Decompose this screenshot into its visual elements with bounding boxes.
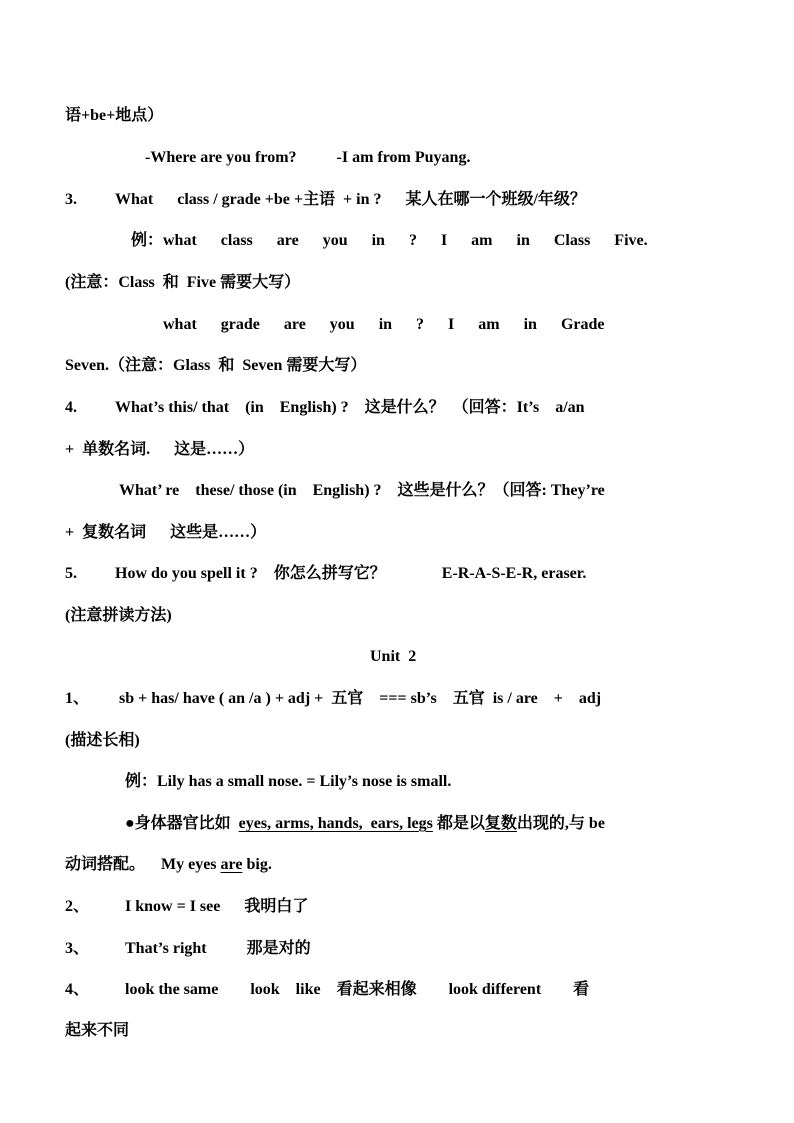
item-number: 1、 [65, 690, 90, 707]
underlined-text: are [220, 856, 243, 873]
example-dialogue: -Where are you from? -I am from Puyang. [145, 149, 471, 166]
text-line: 起来不同 [65, 1022, 130, 1039]
note-line: (注意：Class 和 Five 需要大写） [65, 274, 301, 291]
item-text: What class / grade +be +主语 + in ? 某人在哪一个班级/年级？ [115, 191, 586, 208]
underlined-text: eyes, arms, hands, ears, legs [238, 815, 433, 832]
item-text: I know = I see 我明白了 [125, 898, 309, 915]
text-span: big. [242, 856, 272, 873]
text-span: 都是以 [432, 815, 485, 832]
item-number: 2、 [65, 898, 90, 915]
item-number: 5. [65, 565, 77, 582]
unit-heading: Unit 2 [370, 648, 417, 665]
item-number: 3、 [65, 940, 90, 957]
example-line: 例：what class are you in ? I am in Class Five. [131, 232, 648, 249]
item-text: look the same look like 看起来相像 look different 看 [125, 981, 590, 998]
text-line: 语+be+地点） [65, 107, 164, 124]
item-text: What’s this/ that (in English) ? 这是什么？ （回答：It’s a/an [115, 399, 585, 416]
item-text: sb + has/ have ( an /a ) + adj + 五官 === sb’s 五官 is / are + adj [119, 690, 602, 707]
text-span: 动词搭配。 My eyes [65, 856, 221, 873]
example-line: 例：Lily has a small nose. = Lily’s nose is small. [125, 773, 452, 790]
text-span: ●身体器官比如 [125, 815, 239, 832]
item-number: 4、 [65, 981, 90, 998]
text-line: What’ re these/ those (in English) ? 这些是什么？（回答: They’re [119, 482, 605, 499]
text-line [65, 855, 272, 875]
item-text: How do you spell it ? 你怎么拼写它？ E-R-A-S-E-R, eraser. [115, 565, 587, 582]
note-line [125, 814, 605, 834]
note-line: Seven.（注意：Glass 和 Seven 需要大写） [65, 357, 367, 374]
text-line: + 单数名词. 这是……） [65, 441, 255, 458]
text-line: + 复数名词 这些是……） [65, 524, 267, 541]
item-number: 4. [65, 399, 77, 416]
underlined-text: 复数 [484, 815, 517, 832]
text-span: 出现的,与 be [516, 815, 605, 832]
note-line: (注意拼读方法) [65, 607, 172, 624]
text-line: (描述长相) [65, 732, 140, 749]
item-number: 3. [65, 191, 77, 208]
item-text: That’s right 那是对的 [125, 940, 311, 957]
example-line: what grade are you in ? I am in Grade [163, 316, 605, 333]
